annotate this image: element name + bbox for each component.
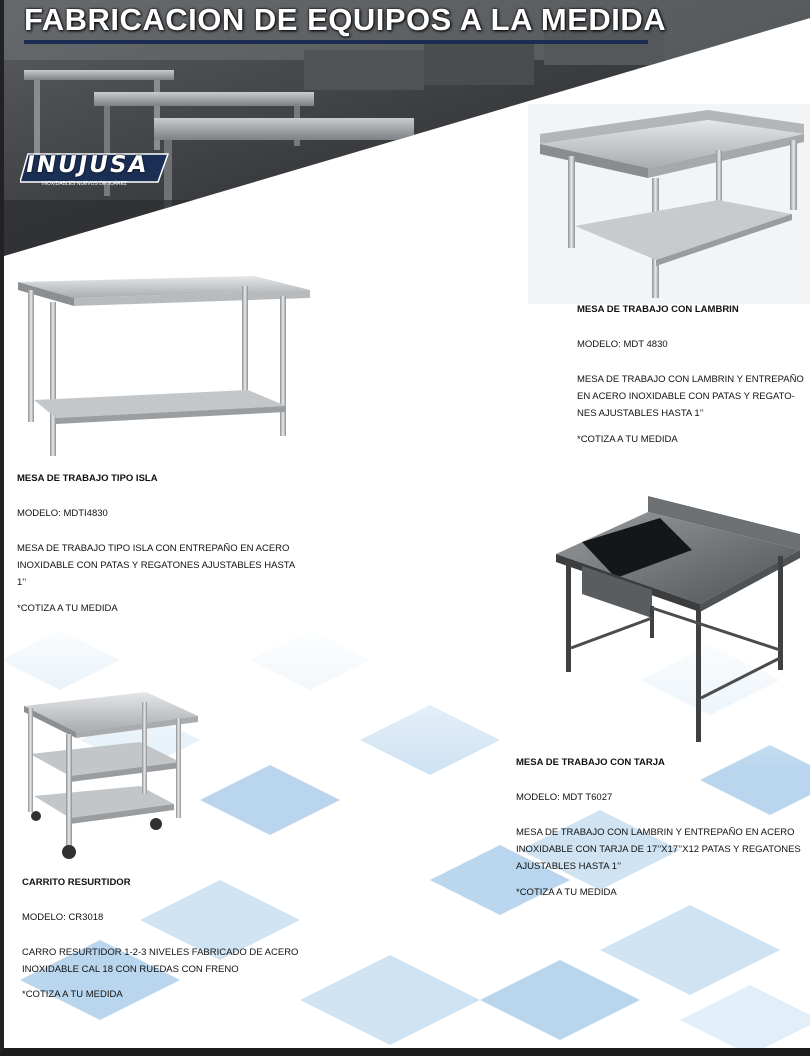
brand-logo [20, 152, 170, 196]
product-3-desc-line-2: INOXIDABLE CON TARJA DE 17’’X17’’X12 PATAS Y REGATONES [516, 844, 801, 855]
product-4-name: CARRITO RESURTIDOR [22, 877, 131, 888]
product-1-desc-line-3: 1’’ [17, 577, 27, 588]
product-2-desc-line-3: NES AJUSTABLES HASTA 1’’ [577, 408, 704, 419]
product-3-name: MESA DE TRABAJO CON TARJA [516, 757, 665, 768]
island-table-image [14, 272, 314, 462]
title-underline [24, 40, 648, 44]
backsplash-table-image [528, 104, 810, 304]
service-cart-image [20, 688, 202, 864]
product-1-name: MESA DE TRABAJO TIPO ISLA [17, 473, 158, 484]
product-3-desc-line-3: AJUSTABLES HASTA 1’’ [516, 861, 622, 872]
product-3-model: MODELO: MDT T6027 [516, 792, 613, 803]
product-2-desc-line-1: MESA DE TRABAJO CON LAMBRIN Y ENTREPAÑO [577, 374, 804, 385]
product-1-model: MODELO: MDTI4830 [17, 508, 108, 519]
product-1-desc-line-2: INOXIDABLE CON PATAS Y REGATONES AJUSTABLES HASTA [17, 560, 296, 571]
logo-mark: INUJUSA [23, 152, 151, 178]
product-2-quote: *COTIZA A TU MEDIDA [577, 434, 678, 445]
product-4-model: MODELO: CR3018 [22, 912, 104, 923]
product-3-quote: *COTIZA A TU MEDIDA [516, 887, 617, 898]
logo-tagline: INOXIDABLES NUEVOS DE JUÁREZ [42, 181, 128, 187]
product-2-desc-line-2: EN ACERO INOXIDABLE CON PATAS Y REGATO- [577, 391, 795, 402]
product-1-quote: *COTIZA A TU MEDIDA [17, 603, 118, 614]
product-4-desc-line-1: CARRO RESURTIDOR 1-2-3 NIVELES FABRICADO DE ACERO [22, 947, 299, 958]
product-4-desc-line-2: INOXIDABLE CAL 18 CON RUEDAS CON FRENO [22, 964, 239, 975]
product-1-desc-line-1: MESA DE TRABAJO TIPO ISLA CON ENTREPAÑO EN ACERO [17, 543, 290, 554]
product-4-quote: *COTIZA A TU MEDIDA [22, 989, 123, 1000]
product-2-name: MESA DE TRABAJO CON LAMBRIN [577, 304, 739, 315]
sink-table-image [552, 488, 806, 746]
product-3-desc-line-1: MESA DE TRABAJO CON LAMBRIN Y ENTREPAÑO EN ACERO [516, 827, 795, 838]
page-title: FABRICACION DE EQUIPOS A LA MEDIDA [24, 2, 667, 37]
product-2-model: MODELO: MDT 4830 [577, 339, 668, 350]
